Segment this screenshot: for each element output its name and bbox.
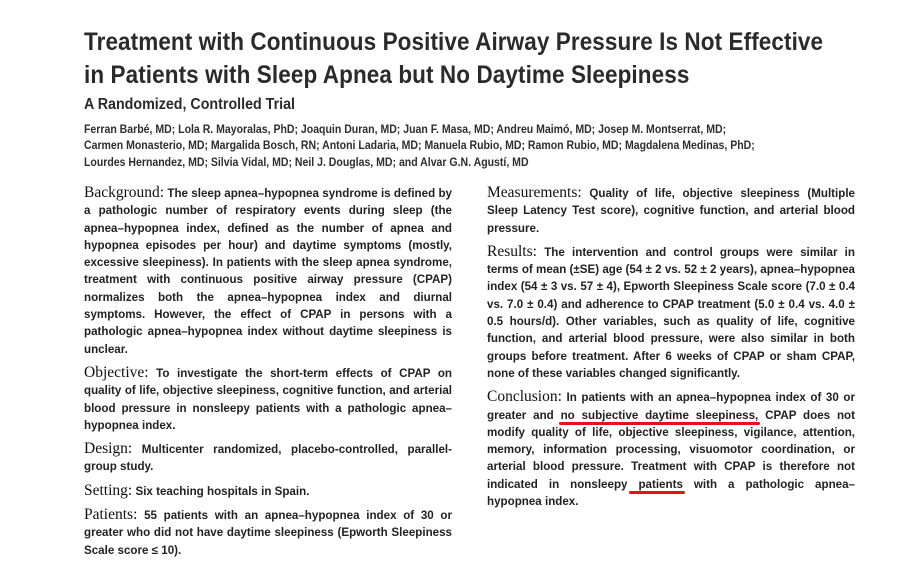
- results-heading: Results:: [487, 242, 537, 260]
- abstract-left-column: [84, 184, 452, 565]
- authors-line-2: Carmen Monasterio, MD; Margalida Bosch, RN; Antoni Ladaria, MD; Manuela Rubio, MD; Ramon Rubio, MD; Magdalena Medinas, PhD;: [84, 140, 755, 153]
- article-subtitle: A Randomized, Controlled Trial: [84, 96, 296, 113]
- design-heading: Design:: [84, 440, 133, 458]
- setting-section: [84, 482, 452, 500]
- conclusion-text-3: with a pathologic apnea–hypopnea index.: [487, 477, 855, 509]
- patients-section: [84, 506, 452, 559]
- authors-line-1: Ferran Barbé, MD; Lola R. Mayoralas, PhD; Joaquin Duran, MD; Juan F. Masa, MD; Andreu Maimó, MD; Josep M. Montserrat, MD;: [84, 124, 727, 136]
- measurements-section: [487, 184, 855, 237]
- setting-text: Six teaching hospitals in Spain.: [135, 484, 310, 498]
- title-line-1: Treatment with Continuous Positive Airway Pressure Is Not Effective: [84, 28, 824, 56]
- design-text: Multicenter randomized, placebo-controlled, parallel-group study.: [84, 443, 452, 474]
- objective-section: [84, 364, 452, 434]
- conclusion-text-2: CPAP does not modify quality of life, objective sleepiness, vigilance, attention, memory, information processing, visuomotor coordination, or arterial blood pressure.: [487, 408, 855, 474]
- patients-text: 55 patients with an apnea–hypopnea index of 30 or greater who did not have daytime sleepiness (Epworth Sleepiness Scale score ≤ 10).: [84, 509, 452, 557]
- measurements-text: Quality of life, objective sleepiness (Multiple Sleep Latency Test score), cognitive function, and arterial blood pressure.: [487, 187, 855, 235]
- objective-heading: Objective:: [84, 363, 149, 381]
- measurements-heading: Measurements:: [487, 184, 582, 201]
- abstract-right-column: [487, 184, 855, 516]
- results-text: The intervention and control groups were similar in terms of mean (±SE) age (54 ± 2 vs. 52 ± 2 years), apnea–hypopnea index (54 ± 3 vs. 57 ± 4), Epworth Sleepiness Scale score (7.0 ± 0.4 vs. 7.0 ± 0.4) and adherence to CPAP treatment (5.0 ± 0.4 vs. 4.0 ± 0.5 hours/d). Other variables, such as quality of life, cognitive function, and arterial blood pressure, were also similar in both groups before treatment. After 6 weeks of CPAP or sham CPAP, none of these variables changed significantly.: [487, 245, 855, 380]
- conclusion-section: [487, 388, 855, 510]
- background-heading: Background:: [84, 184, 165, 201]
- conclusion-text-1: In patients with an apnea–hypopnea index of 30 or greater and: [487, 391, 855, 422]
- author-list: [84, 122, 843, 171]
- conclusion-underline-1: no subjective daytime sleepiness,: [560, 408, 759, 422]
- setting-heading: Setting:: [84, 481, 133, 499]
- patients-heading: Patients:: [84, 506, 138, 524]
- results-section: [487, 243, 855, 382]
- conclusion-underline-2: Treatment with CPAP is therefore not indicated in nonsleepy patients: [487, 460, 855, 491]
- background-text: The sleep apnea–hypopnea syndrome is defined by a pathologic number of respiratory events during sleep (the apnea–hypopnea index, defined as the number of apnea and hypopnea episodes per hour) and daytime symptoms (mostly, excessive sleepiness). In patients with the sleep apnea syndrome, treatment with continuous positive airway pressure (CPAP) normalizes both the apnea–hypopnea index and diurnal symptoms. However, the effect of CPAP in persons with a pathologic apnea–hypopnea index without daytime sleepiness is unclear.: [84, 187, 452, 356]
- background-section: [84, 184, 452, 358]
- article-title: [84, 26, 824, 92]
- objective-text: To investigate the short-term effects of CPAP on quality of life, objective sleepiness, cognitive function, and arterial blood pressure in nonsleepy patients with a pathologic apnea–hypopnea index.: [84, 366, 452, 432]
- conclusion-heading: Conclusion:: [487, 388, 562, 406]
- title-line-2: in Patients with Sleep Apnea but No Daytime Sleepiness: [84, 61, 690, 89]
- design-section: [84, 440, 452, 476]
- authors-line-3: Lourdes Hernandez, MD; Silvia Vidal, MD; Neil J. Douglas, MD; and Alvar G.N. Agustí, MD: [84, 156, 529, 169]
